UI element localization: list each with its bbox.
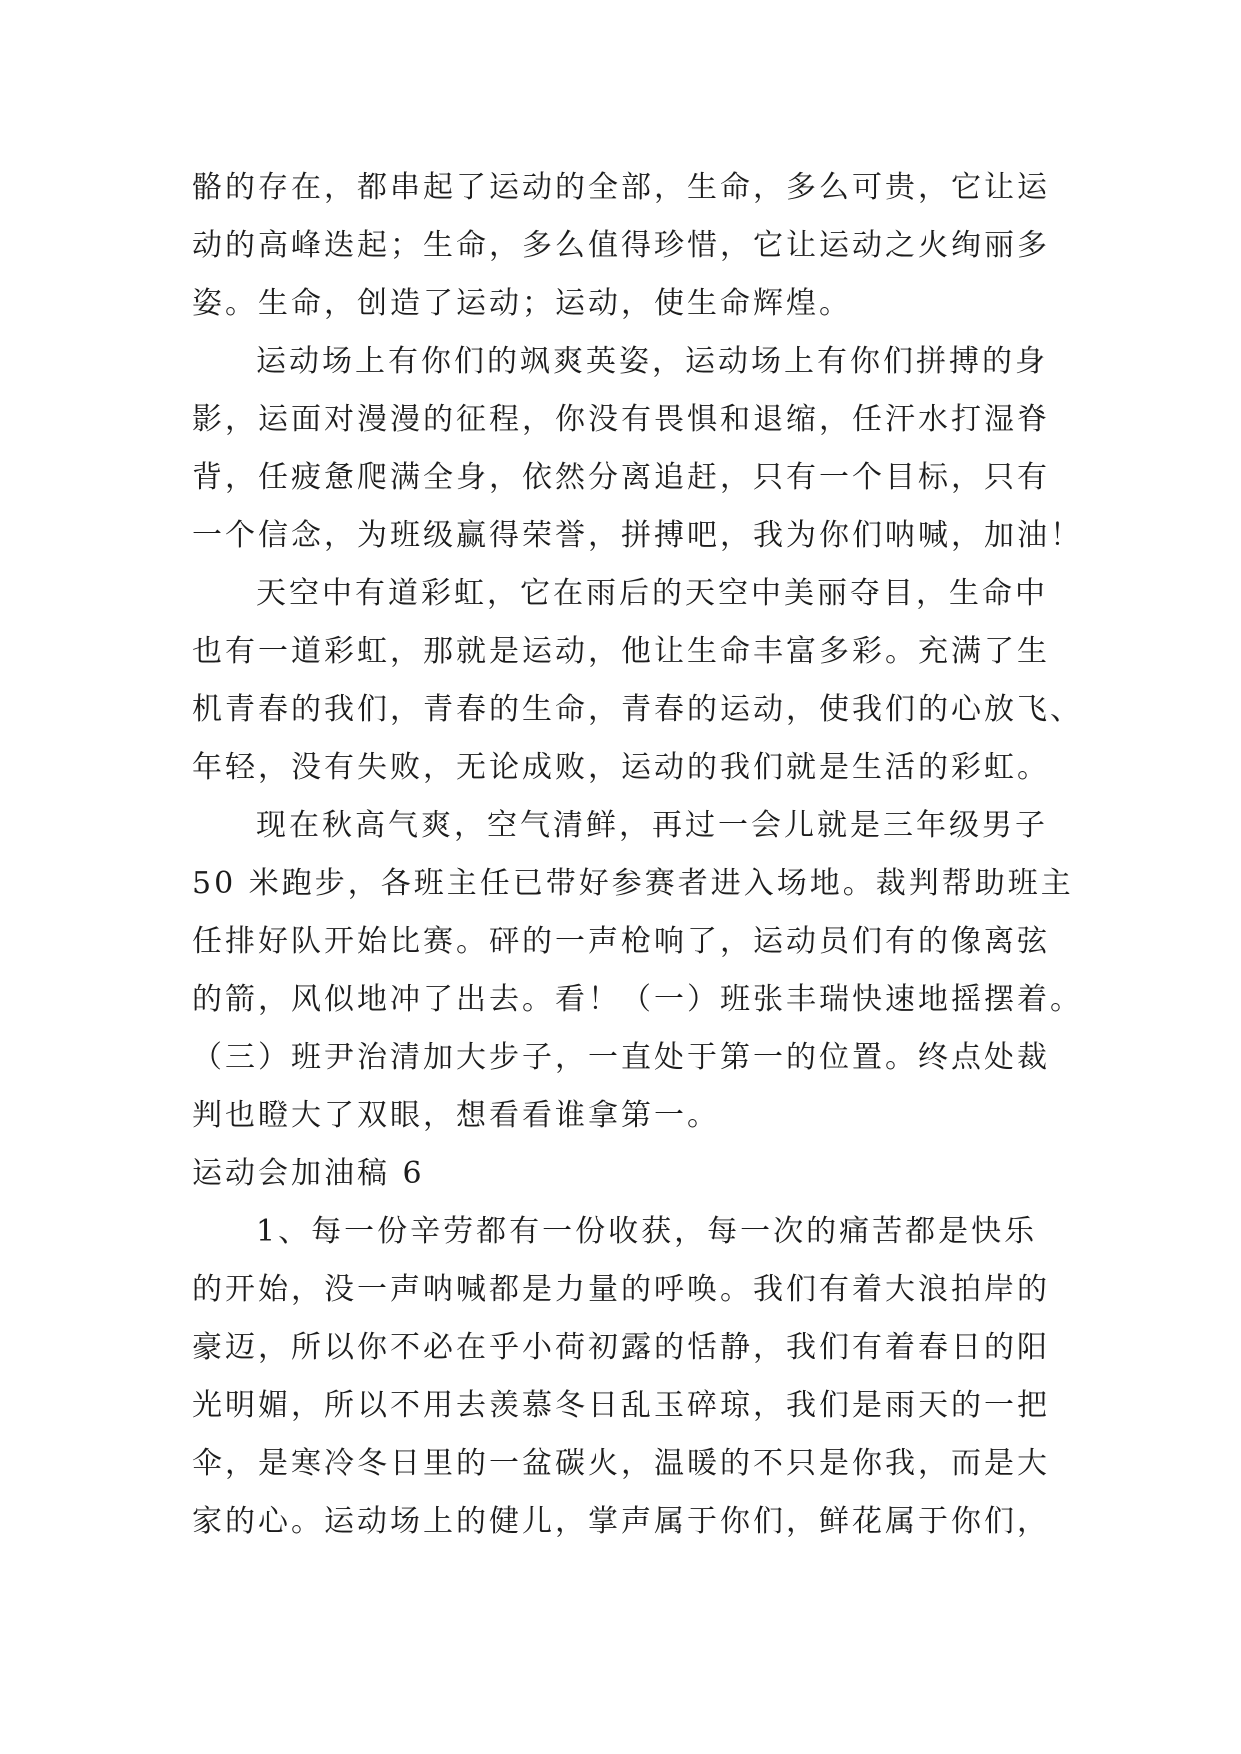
text-line-6: 背，任疲惫爬满全身，依然分离追赶，只有一个目标，只有 — [192, 460, 1050, 495]
paragraph-start-line: 运动场上有你们的飒爽英姿，运动场上有你们拼搏的身 — [256, 344, 1048, 379]
paragraph-start-line: 天空中有道彩虹，它在雨后的天空中美丽夺目，生命中 — [256, 576, 1048, 611]
text-line-2: 动的高峰迭起；生命，多么值得珍惜，它让运动之火绚丽多 — [192, 228, 1050, 263]
text-line-14: 任排好队开始比赛。砰的一声枪响了，运动员们有的像离弦 — [192, 924, 1050, 959]
text-line-3: 姿。生命，创造了运动；运动，使生命辉煌。 — [192, 286, 852, 321]
text-line-1: 骼的存在，都串起了运动的全部，生命，多么可贵，它让运 — [192, 170, 1050, 205]
text-line-23: 伞，是寒冷冬日里的一盆碳火，温暖的不只是你我，而是大 — [192, 1446, 1050, 1481]
text-line-7: 一个信念，为班级赢得荣誉，拼搏吧，我为你们呐喊，加油！ — [192, 518, 1083, 553]
text-line-16: （三）班尹治清加大步子，一直处于第一的位置。终点处裁 — [192, 1040, 1050, 1075]
text-line-22: 光明媚，所以不用去羡慕冬日乱玉碎琼，我们是雨天的一把 — [192, 1388, 1050, 1423]
text-line-9: 也有一道彩虹，那就是运动，他让生命丰富多彩。充满了生 — [192, 634, 1050, 669]
text-line-20: 的开始，没一声呐喊都是力量的呼唤。我们有着大浪拍岸的 — [192, 1272, 1050, 1307]
text-line-11: 年轻，没有失败，无论成败，运动的我们就是生活的彩虹。 — [192, 750, 1050, 785]
section-heading: 运动会加油稿 6 — [192, 1156, 425, 1191]
text-line-15: 的箭，风似地冲了出去。看！（一）班张丰瑞快速地摇摆着。 — [192, 982, 1083, 1017]
text-line-24: 家的心。运动场上的健儿，掌声属于你们，鲜花属于你们， — [192, 1504, 1050, 1539]
paragraph-start-line: 1、每一份辛劳都有一份收获，每一次的痛苦都是快乐 — [256, 1214, 1038, 1249]
text-line-13: 50 米跑步，各班主任已带好参赛者进入场地。裁判帮助班主 — [192, 866, 1074, 901]
paragraph-start-line: 现在秋高气爽，空气清鲜，再过一会儿就是三年级男子 — [256, 808, 1048, 843]
text-line-10: 机青春的我们，青春的生命，青春的运动，使我们的心放飞、 — [192, 692, 1083, 727]
text-line-17: 判也瞪大了双眼，想看看谁拿第一。 — [192, 1098, 720, 1133]
text-line-5: 影，运面对漫漫的征程，你没有畏惧和退缩，任汗水打湿脊 — [192, 402, 1050, 437]
text-line-21: 豪迈，所以你不必在乎小荷初露的恬静，我们有着春日的阳 — [192, 1330, 1050, 1365]
